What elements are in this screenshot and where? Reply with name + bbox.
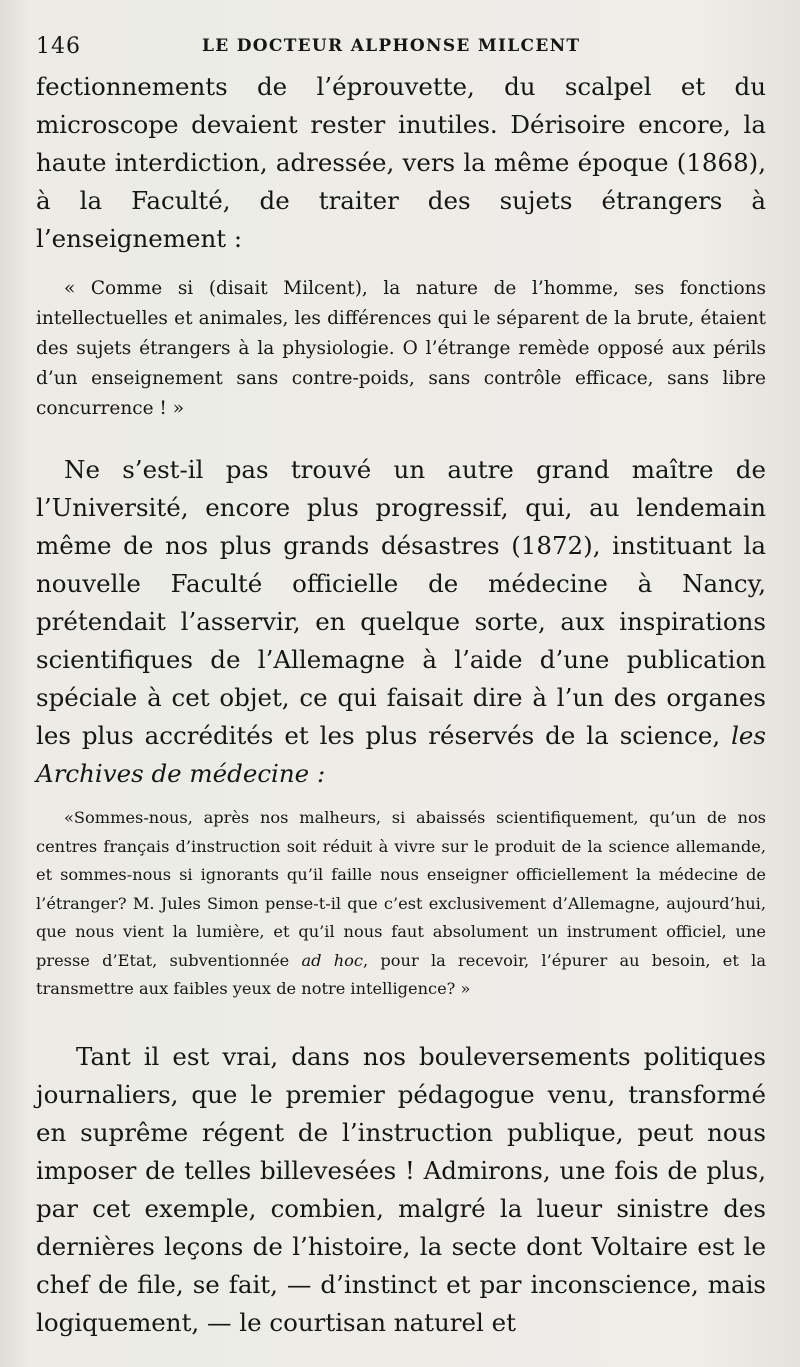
quote-2-text-b: , pour la recevoir, l’épurer au besoin, et la transmettre aux faibles yeux de notre intelligence? » (36, 950, 766, 998)
quote-2-italic: ad hoc (301, 950, 363, 970)
page-header (36, 34, 766, 64)
paragraph-3 (36, 1038, 766, 1342)
page-number: 146 (36, 34, 81, 59)
paragraph-1 (36, 68, 766, 258)
quote-1-text: « Comme si (disait Milcent), la nature de l’homme, ses fonctions intellectuelles et animales, les différences qui le séparent de la brute, étaient des sujets étrangers à la physiologie. O l’étrange remède opposé aux périls d’un enseignement sans contre-poids, sans contrôle efficace, sans libre concurrence ! » (36, 278, 766, 419)
paragraph-3-text: Tant il est vrai, dans nos bouleversements politiques journaliers, que le premier pédagogue venu, transformé en suprême régent de l’instruction publique, peut nous imposer de telles billevesées ! Admirons, une fois de plus, par cet exemple, combien, malgré la lueur sinistre des dernières leçons de l’histoire, la secte dont Voltaire est le chef de file, se fait, — d’instinct et par inconscience, mais logiquement, — le courtisan naturel et (36, 1042, 766, 1337)
quote-2-text-a: «Sommes-nous, après nos malheurs, si abaissés scientifiquement, qu’un de nos centres français d’instruction soit réduit à vivre sur le produit de la science allemande, et sommes-nous si ignorants qu’il faille nous enseigner officiellement la médecine de l’étranger? M. Jules Simon pense-t-il que c’est exclusivement d’Allemagne, aujourd’hui, que nous vient la lumière, et qu’il nous faut absolument un instrument officiel, une presse d’Etat, subventionnée (36, 808, 766, 970)
quote-2 (36, 804, 766, 1004)
running-title: LE DOCTEUR ALPHONSE MILCENT (202, 36, 581, 56)
quote-2-body (36, 804, 766, 1004)
paragraph-2-text: Ne s’est-il pas trouvé un autre grand maître de l’Université, encore plus progressif, qui, au lendemain même de nos plus grands désastres (1872), instituant la nouvelle Faculté officielle de médecine à Nancy, prétendait l’asservir, en quelque sorte, aux inspirations scientifiques de l’Allemagne à l’aide d’une publication spéciale à cet objet, ce qui faisait dire à l’un des organes les plus accrédités et les plus réservés de la science, (36, 455, 766, 750)
paragraph-2-body (36, 451, 766, 793)
paragraph-2 (36, 451, 766, 793)
archives-title: les Archives de médecine : (36, 721, 766, 788)
quote-1 (36, 274, 766, 424)
paragraph-1-text: fectionnements de l’éprouvette, du scalpel et du microscope devaient rester inutiles. Dérisoire encore, la haute interdiction, adressée, vers la même époque (1868), à la Faculté, de traiter des sujets étrangers à l’enseignement : (36, 72, 766, 253)
